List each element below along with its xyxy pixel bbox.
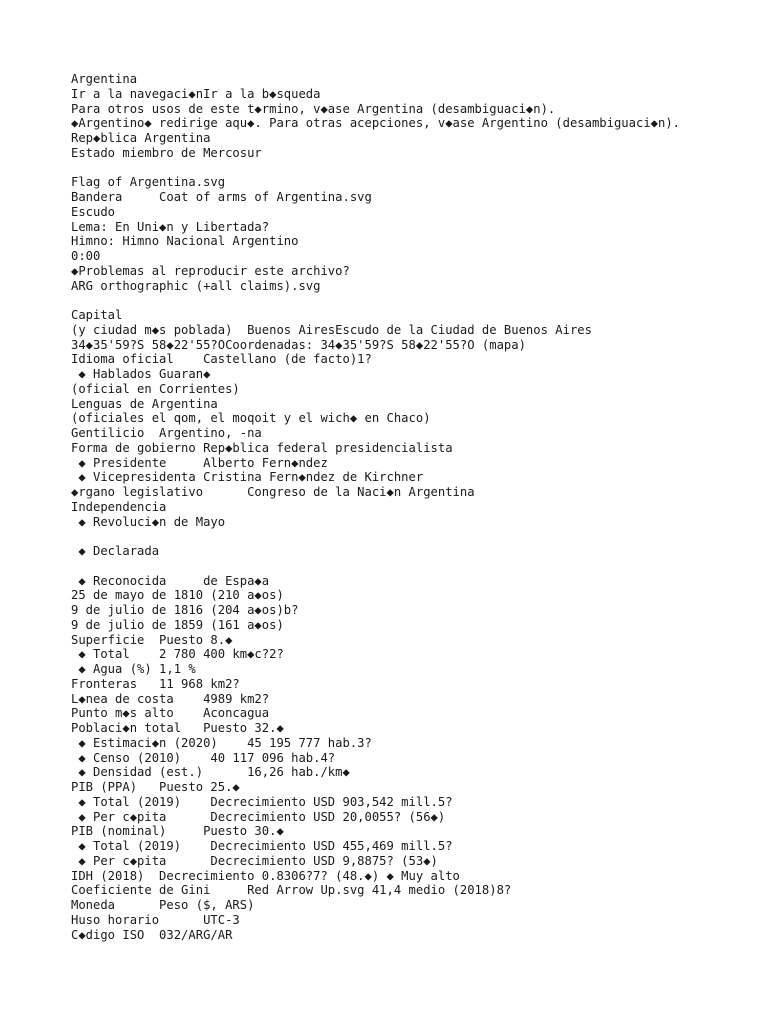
text-line: Superficie Puesto 8.◆ xyxy=(71,632,233,647)
text-line: ◆ Per c◆pita Decrecimiento USD 20,0055? (56◆) xyxy=(71,809,446,824)
text-line: C◆digo ISO 032/ARG/AR xyxy=(71,927,233,942)
text-line: ◆ Estimaci◆n (2020) 45 195 777 hab.3? xyxy=(71,735,372,750)
text-line: ◆ Revoluci◆n de Mayo xyxy=(71,514,226,529)
text-line: ◆ Per c◆pita Decrecimiento USD 9,8875? (53◆) xyxy=(71,853,438,868)
text-line: 25 de mayo de 1810 (210 a◆os) xyxy=(71,588,284,603)
text-line: Ir a la navegaci◆nIr a la b◆squeda xyxy=(71,86,321,101)
text-line: ◆ Reconocida de Espa◆a xyxy=(71,573,270,588)
text-line: Estado miembro de Mercosur xyxy=(71,145,262,160)
text-line: 9 de julio de 1859 (161 a◆os) xyxy=(71,617,284,632)
text-line: Poblaci◆n total Puesto 32.◆ xyxy=(71,721,284,735)
text-line: Coeficiente de Gini Red Arrow Up.svg 41,4 medio (2018)8? xyxy=(71,883,512,898)
text-line: Escudo xyxy=(71,204,116,219)
text-line: 0:00 xyxy=(71,249,101,263)
text-line: Argentina xyxy=(71,72,138,86)
text-line: ◆ Total (2019) Decrecimiento USD 903,542 mill.5? xyxy=(71,794,453,809)
text-line: Capital xyxy=(71,308,123,322)
text-line: Flag of Argentina.svg xyxy=(71,175,226,190)
text-line: ◆ Densidad (est.) 16,26 hab./km◆ xyxy=(71,765,350,780)
text-line: (oficial en Corrientes) xyxy=(71,381,240,396)
text-line: ◆rgano legislativo Congreso de la Naci◆n Argentina xyxy=(71,485,475,499)
text-line: ◆Argentino◆ redirige aqu◆. Para otras acepciones, v◆ase Argentino (desambiguaci◆n). xyxy=(71,116,681,131)
text-line: ◆ Total 2 780 400 km◆c?2? xyxy=(71,647,284,662)
text-line: ◆ Total (2019) Decrecimiento USD 455,469 mill.5? xyxy=(71,839,453,853)
text-line: PIB (nominal) Puesto 30.◆ xyxy=(71,824,284,839)
text-line: Lema: En Uni◆n y Libertada? xyxy=(71,219,270,234)
text-line: Bandera Coat of arms of Argentina.svg xyxy=(71,190,372,204)
text-line xyxy=(71,559,761,574)
text-line: (y ciudad m◆s poblada) Buenos AiresEscudo de la Ciudad de Buenos Aires xyxy=(71,322,592,337)
text-line: IDH (2018) Decrecimiento 0.8306?7? (48.◆) ◆ Muy alto xyxy=(71,868,460,883)
text-line: ◆Problemas al reproducir este archivo? xyxy=(71,263,350,278)
text-line: ◆ Presidente Alberto Fern◆ndez xyxy=(71,455,328,470)
text-line: Rep◆blica Argentina xyxy=(71,131,211,145)
text-line: ◆ Censo (2010) 40 117 096 hab.4? xyxy=(71,750,336,765)
text-line xyxy=(71,161,761,176)
text-line: (oficiales el qom, el moqoit y el wich◆ en Chaco) xyxy=(71,411,431,426)
text-line: Huso horario UTC-3 xyxy=(71,912,240,927)
text-line: L◆nea de costa 4989 km2? xyxy=(71,691,270,706)
text-line: Forma de gobierno Rep◆blica federal presidencialista xyxy=(71,440,453,455)
text-line: Himno: Himno Nacional Argentino xyxy=(71,234,299,249)
text-line: Para otros usos de este t◆rmino, v◆ase Argentina (desambiguaci◆n). xyxy=(71,101,556,116)
document-body xyxy=(71,72,761,942)
text-line: Idioma oficial Castellano (de facto)1? xyxy=(71,352,372,367)
text-line: Punto m◆s alto Aconcagua xyxy=(71,706,270,721)
text-line: Gentilicio Argentino, -na xyxy=(71,426,262,440)
text-line: ◆ Vicepresidenta Cristina Fern◆ndez de Kirchner xyxy=(71,470,424,485)
text-line: ◆ Agua (%) 1,1 % xyxy=(71,662,196,676)
text-line: Moneda Peso ($, ARS) xyxy=(71,898,255,912)
text-line: Lenguas de Argentina xyxy=(71,396,218,411)
text-line: 9 de julio de 1816 (204 a◆os)b? xyxy=(71,603,299,617)
text-line xyxy=(71,293,761,308)
text-line xyxy=(71,529,761,544)
text-line: PIB (PPA) Puesto 25.◆ xyxy=(71,780,240,794)
text-line: Independencia xyxy=(71,499,167,514)
text-line: ◆ Hablados Guaran◆ xyxy=(71,367,211,381)
text-line: Fronteras 11 968 km2? xyxy=(71,676,240,691)
text-line: ◆ Declarada xyxy=(71,544,160,558)
text-line: ARG orthographic (+all claims).svg xyxy=(71,278,321,293)
text-line: 34◆35'59?S 58◆22'55?OCoordenadas: 34◆35'59?S 58◆22'55?O (mapa) xyxy=(71,337,526,352)
